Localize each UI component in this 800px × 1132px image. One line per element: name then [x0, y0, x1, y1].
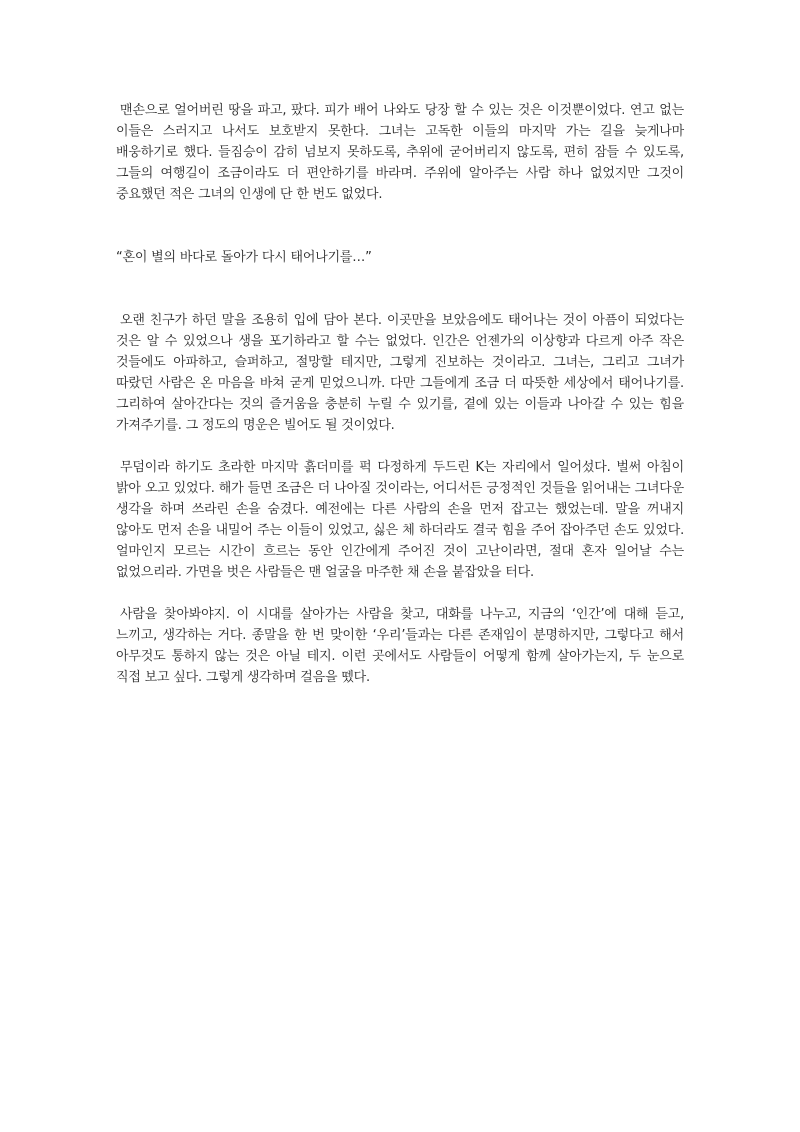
paragraph-grave: 무덤이라 하기도 초라한 마지막 흙더미를 퍽 다정하게 두드린 K는 자리에서 일어섰다. 벌써 아침이 밝아 오고 있었다. 해가 들면 조금은 더 나아질 것이라는, 어디서든 긍정적인 것들을 읽어내는 그녀다운 생각을 하며 쓰라린 손을 숨겼다. 예전에는 다른 사람의 손을 먼저 잡고는 했었는데. 말을 꺼내지 않아도 먼저 손을 내밀어 주는 이들이 있었고, 싫은 체 하더라도 결국 힘을 주어 잡아주던 손도 있었다. 얼마인지 모르는 시간이 흐르는 동안 인간에게 주어진 것이 고난이라면, 절대 혼자 일어날 수는 없었으리라. 가면을 벗은 사람들은 맨 얼굴을 마주한 채 손을 붙잡았을 터다. — [116, 460, 684, 580]
paragraph-gap — [116, 436, 684, 457]
paragraph-gap — [116, 205, 684, 247]
paragraph-search: 사람을 찾아봐야지. 이 시대를 살아가는 사람을 찾고, 대화를 나누고, 지금의 ‘인간’에 대해 듣고, 느끼고, 생각하는 거다. 종말을 한 번 맞이한 ‘우리’들과는 다른 존재임이 분명하지만, 그렇다고 해서 아무것도 통하지 않는 것은 아닐 테지. 이런 곳에서도 사람들이 어떻게 함께 살아가는지, 두 눈으로 직접 보고 싶다. 그렇게 생각하며 걸음을 뗐다. — [116, 607, 684, 685]
document-page — [116, 100, 684, 688]
paragraph-gap — [116, 583, 684, 604]
paragraph-burial: 맨손으로 얼어버린 땅을 파고, 팠다. 피가 배어 나와도 당장 할 수 있는 것은 이것뿐이었다. 연고 없는 이들은 스러지고 나서도 보호받지 못한다. 그녀는 고독한 이들의 마지막 가는 길을 늦게나마 배웅하기로 했다. 들짐승이 감히 넘보지 못하도록, 추위에 굳어버리지 않도록, 편히 잠들 수 있도록, 그들의 여행길이 조금이라도 더 편안하기를 바라며. 주위에 알아주는 사람 하나 없었지만 그것이 중요했던 적은 그녀의 인생에 단 한 번도 없었다. — [116, 103, 684, 202]
paragraph-old-friend: 오랜 친구가 하던 말을 조용히 입에 담아 본다. 이곳만을 보았음에도 태어나는 것이 아픔이 되었다는 것은 알 수 있었으나 생을 포기하라고 할 수는 없었다. 인간은 언젠가의 이상향과 다르게 아주 작은 것들에도 아파하고, 슬퍼하고, 절망할 테지만, 그렇게 진보하는 것이라고. 그녀는, 그리고 그녀가 따랐던 사람은 온 마음을 바쳐 굳게 믿었으니까. 다만 그들에게 조금 더 따뜻한 세상에서 태어나기를. 그리하여 살아간다는 것의 즐거움을 충분히 누릴 수 있기를, 곁에 있는 이들과 나아갈 수 있는 힘을 가져주기를. 그 정도의 명운은 빌어도 될 것이었다. — [116, 313, 684, 433]
quote-line: “혼이 별의 바다로 돌아가 다시 태어나기를…” — [116, 250, 372, 265]
paragraph-gap — [116, 268, 684, 310]
